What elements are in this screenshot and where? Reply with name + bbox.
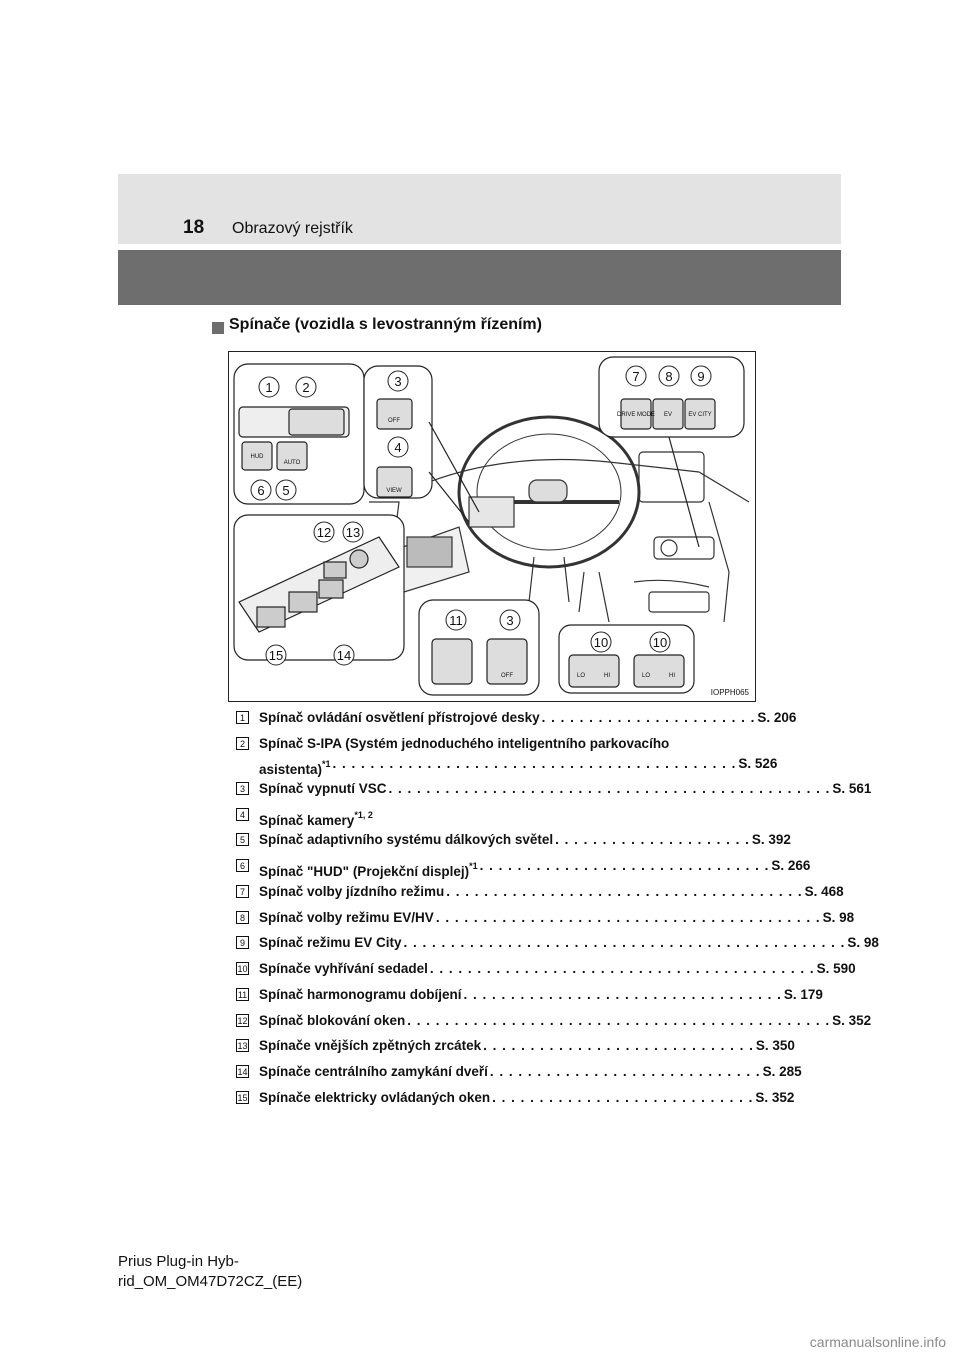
- callout-11: 11: [449, 613, 463, 628]
- callout-14: 14: [336, 648, 352, 663]
- footer: [118, 1252, 302, 1292]
- callout-2: 2: [302, 380, 310, 395]
- item-page: S. 590: [816, 961, 856, 976]
- section-square-icon: [212, 322, 224, 334]
- hi-label-a: HI: [604, 673, 610, 679]
- dashboard-illustration: [229, 352, 755, 701]
- drive-mode-label: DRIVE MODE: [616, 412, 656, 418]
- item-page: S. 98: [847, 935, 879, 950]
- auto-button-label: AUTO: [283, 460, 301, 466]
- ev-city-label: EV CITY: [688, 412, 712, 418]
- item-label: Spínač volby režimu EV/HV: [259, 910, 434, 925]
- item-number: 11: [237, 989, 248, 1000]
- item-label: Spínače centrálního zamykání dveří: [259, 1064, 488, 1079]
- item-page: S. 98: [822, 910, 855, 925]
- callout-9: 9: [697, 369, 705, 384]
- vsc-off-label: OFF: [388, 418, 400, 424]
- item-page: S. 206: [757, 710, 797, 725]
- item-page: S. 266: [771, 858, 811, 873]
- header-band: [118, 174, 841, 244]
- item-label: Spínače vnějších zpětných zrcátek: [259, 1038, 482, 1053]
- item-number: 5: [236, 833, 249, 846]
- view-button-label: VIEW: [386, 488, 402, 494]
- item-number: 2: [236, 737, 249, 750]
- item-number: 4: [236, 808, 249, 821]
- callout-10b: 10: [652, 635, 668, 650]
- page-number: 18: [183, 217, 205, 238]
- item-label: Spínače vyhřívání sedadel: [259, 961, 428, 976]
- item-page: S. 468: [804, 884, 844, 899]
- item-label: Spínač ovládání osvětlení přístrojové desky: [259, 710, 540, 725]
- item-number: 3: [236, 782, 249, 795]
- item-number: 12: [237, 1015, 248, 1026]
- callout-5: 5: [282, 483, 290, 498]
- item-number: 7: [236, 885, 249, 898]
- lo-label-b: LO: [641, 673, 651, 679]
- figure-code: IOPPH065: [710, 688, 749, 697]
- item-label: Spínač vypnutí VSC: [259, 781, 387, 796]
- item-footnote: *1, 2: [354, 810, 373, 820]
- item-page: S. 352: [832, 1013, 872, 1028]
- item-number: 8: [236, 911, 249, 924]
- ev-label: EV: [663, 412, 673, 418]
- item-page: S. 526: [738, 756, 778, 771]
- hi-label-b: HI: [669, 673, 675, 679]
- item-number: 1: [236, 711, 249, 724]
- item-label: Spínač blokování oken: [259, 1013, 406, 1028]
- footer-line-2: rid_OM_OM47D72CZ_(EE): [118, 1273, 303, 1290]
- item-label: Spínač volby jízdního režimu: [259, 884, 445, 899]
- vsc-off-label-2: OFF: [501, 673, 513, 679]
- callout-13: 13: [345, 525, 361, 540]
- item-label: Spínač "HUD" (Projekční displej): [259, 864, 470, 879]
- switches-figure: [228, 351, 756, 702]
- item-page: S. 179: [783, 987, 823, 1002]
- item-number: 14: [237, 1066, 248, 1077]
- item-page: S. 561: [832, 781, 872, 796]
- header-dark-band: [118, 250, 841, 305]
- item-label: Spínač S-IPA (Systém jednoduchého inteligentního parkovacího: [259, 736, 670, 751]
- callout-4: 4: [394, 440, 402, 455]
- item-number: 15: [237, 1092, 248, 1103]
- callout-12: 12: [316, 525, 332, 540]
- callout-3: 3: [394, 374, 402, 389]
- item-page: S. 285: [762, 1064, 802, 1079]
- footer-line-1: Prius Plug-in Hyb-: [118, 1253, 239, 1270]
- chapter-title: Obrazový rejstřík: [232, 220, 353, 237]
- item-page: S. 392: [751, 832, 791, 847]
- item-label: Spínač režimu EV City: [259, 935, 402, 950]
- item-label-cont: asistenta): [259, 762, 323, 777]
- item-page: S. 352: [755, 1090, 795, 1105]
- watermark: carmanualsonline.info: [809, 1334, 946, 1350]
- item-number: 6: [236, 859, 249, 872]
- callout-3b: 3: [506, 613, 514, 628]
- item-footnote: *1: [469, 861, 478, 871]
- item-page: S. 350: [755, 1038, 795, 1053]
- callout-10a: 10: [593, 635, 609, 650]
- callout-7: 7: [632, 369, 640, 384]
- callout-1: 1: [265, 380, 273, 395]
- item-number: 10: [237, 963, 248, 974]
- callout-6: 6: [257, 483, 265, 498]
- item-label: Spínač harmonogramu dobíjení: [259, 987, 462, 1002]
- callout-8: 8: [665, 369, 673, 384]
- section-title: Spínače (vozidla s levostranným řízením): [229, 316, 542, 333]
- item-footnote: *1: [322, 759, 331, 769]
- hud-button-label: HUD: [250, 454, 264, 460]
- callout-15: 15: [268, 648, 284, 663]
- lo-label-a: LO: [576, 673, 586, 679]
- item-label: Spínače elektricky ovládaných oken: [259, 1090, 491, 1105]
- item-label: Spínač kamery: [259, 813, 355, 828]
- item-number: 9: [236, 936, 249, 949]
- item-number: 13: [237, 1040, 248, 1051]
- item-label: Spínač adaptivního systému dálkových světel: [259, 832, 554, 847]
